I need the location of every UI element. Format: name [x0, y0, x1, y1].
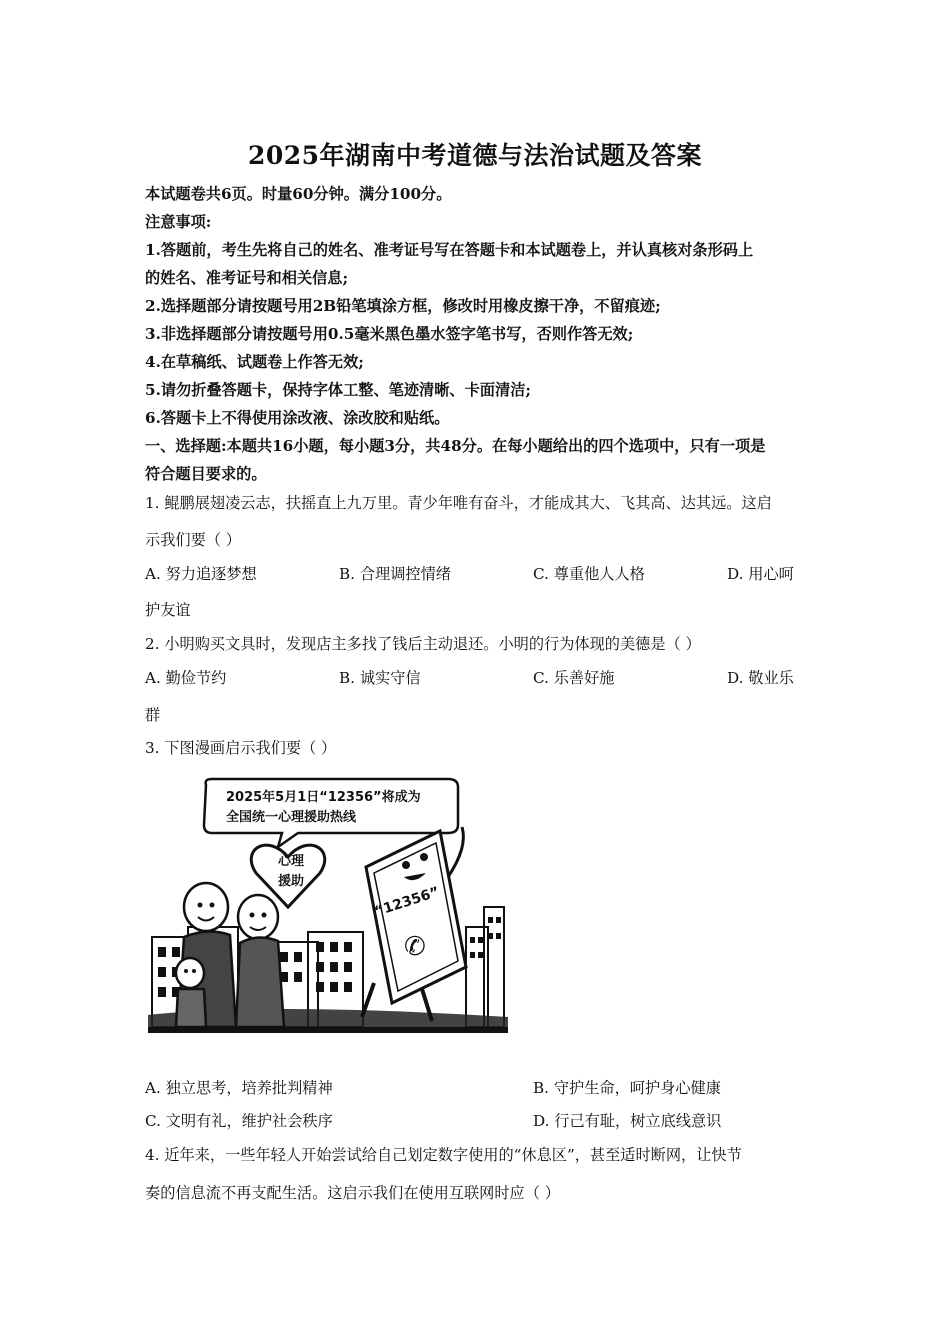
phone-handset-icon: ✆ [404, 932, 426, 962]
question-3-option-c: C. 文明有礼，维护社会秩序 [145, 1112, 333, 1130]
notice-heading: 注意事项: [145, 213, 212, 231]
question-2-option-d-tail: 群 [145, 706, 161, 724]
question-1-option-b: B. 合理调控情绪 [339, 565, 451, 583]
section-heading: 一、选择题:本题共16小题，每小题3分，共48分。在每小题给出的四个选项中，只有一项是 [145, 437, 766, 455]
question-2-option-b: B. 诚实守信 [339, 669, 421, 687]
question-1-option-d: D. 用心呵 [727, 565, 794, 583]
phone-number-text: “12356” [372, 884, 442, 921]
notice-line: 6.答题卡上不得使用涂改液、涂改胶和贴纸。 [145, 409, 450, 427]
question-2-option-d: D. 敬业乐 [727, 669, 794, 687]
buildings-right [466, 907, 504, 1027]
heart-text-line1: 心理 [278, 854, 305, 869]
notice-line: 5.请勿折叠答题卡，保持字体工整、笔迹清晰、卡面清洁; [145, 381, 531, 399]
question-1-stem: 1. 鲲鹏展翅凌云志，扶摇直上九万里。青少年唯有奋斗，才能成其大、飞其高、达其远。这启 [145, 494, 772, 512]
question-4-stem: 奏的信息流不再支配生活。这启示我们在使用互联网时应（ ） [145, 1184, 560, 1202]
question-3-option-b: B. 守护生命，呵护身心健康 [533, 1079, 721, 1097]
bubble-text-line1: 2025年5月1日“12356”将成为 [226, 790, 421, 805]
question-2-stem: 2. 小明购买文具时，发现店主多找了钱后主动退还。小明的行为体现的美德是（ ） [145, 635, 701, 653]
notice-line: 的姓名、准考证号和相关信息; [145, 269, 349, 287]
phone-arm [448, 827, 463, 877]
phone-eye [420, 853, 428, 861]
question-2-option-a: A. 勤俭节约 [145, 669, 227, 687]
question-1-option-a: A. 努力追逐梦想 [145, 565, 257, 583]
page-title: 2025年湖南中考道德与法治试题及答案 [247, 141, 703, 170]
question-3-option-d: D. 行己有耻，树立底线意识 [533, 1112, 722, 1130]
question-1-option-d-tail: 护友谊 [145, 601, 191, 619]
question-4-stem: 4. 近年来，一些年轻人开始尝试给自己划定数字使用的“休息区”，甚至适时断网，让快节 [145, 1146, 742, 1164]
question-1-option-c: C. 尊重他人人格 [533, 565, 645, 583]
question-2-option-c: C. 乐善好施 [533, 669, 615, 687]
cartoon-illustration [148, 777, 508, 1033]
exam-info: 本试题卷共6页。时量60分钟。满分100分。 [145, 185, 452, 203]
notice-line: 1.答题前，考生先将自己的姓名、准考证号写在答题卡和本试题卷上，并认真核对条形码上 [145, 241, 754, 259]
bubble-text-line2: 全国统一心理援助热线 [226, 810, 357, 825]
notice-line: 2.选择题部分请按题号用2B铅笔填涂方框，修改时用橡皮擦干净，不留痕迹; [145, 297, 661, 315]
people-group [176, 883, 284, 1027]
question-3-stem: 3. 下图漫画启示我们要（ ） [145, 739, 337, 757]
section-heading: 符合题目要求的。 [145, 465, 267, 483]
heart-text-line2: 援助 [278, 874, 305, 889]
notice-line: 4.在草稿纸、试题卷上作答无效; [145, 353, 364, 371]
question-3-option-a: A. 独立思考，培养批判精神 [145, 1079, 333, 1097]
question-1-stem: 示我们要（ ） [145, 531, 241, 549]
notice-line: 3.非选择题部分请按题号用0.5毫米黑色墨水签字笔书写，否则作答无效; [145, 325, 634, 343]
phone-eye [402, 861, 410, 869]
